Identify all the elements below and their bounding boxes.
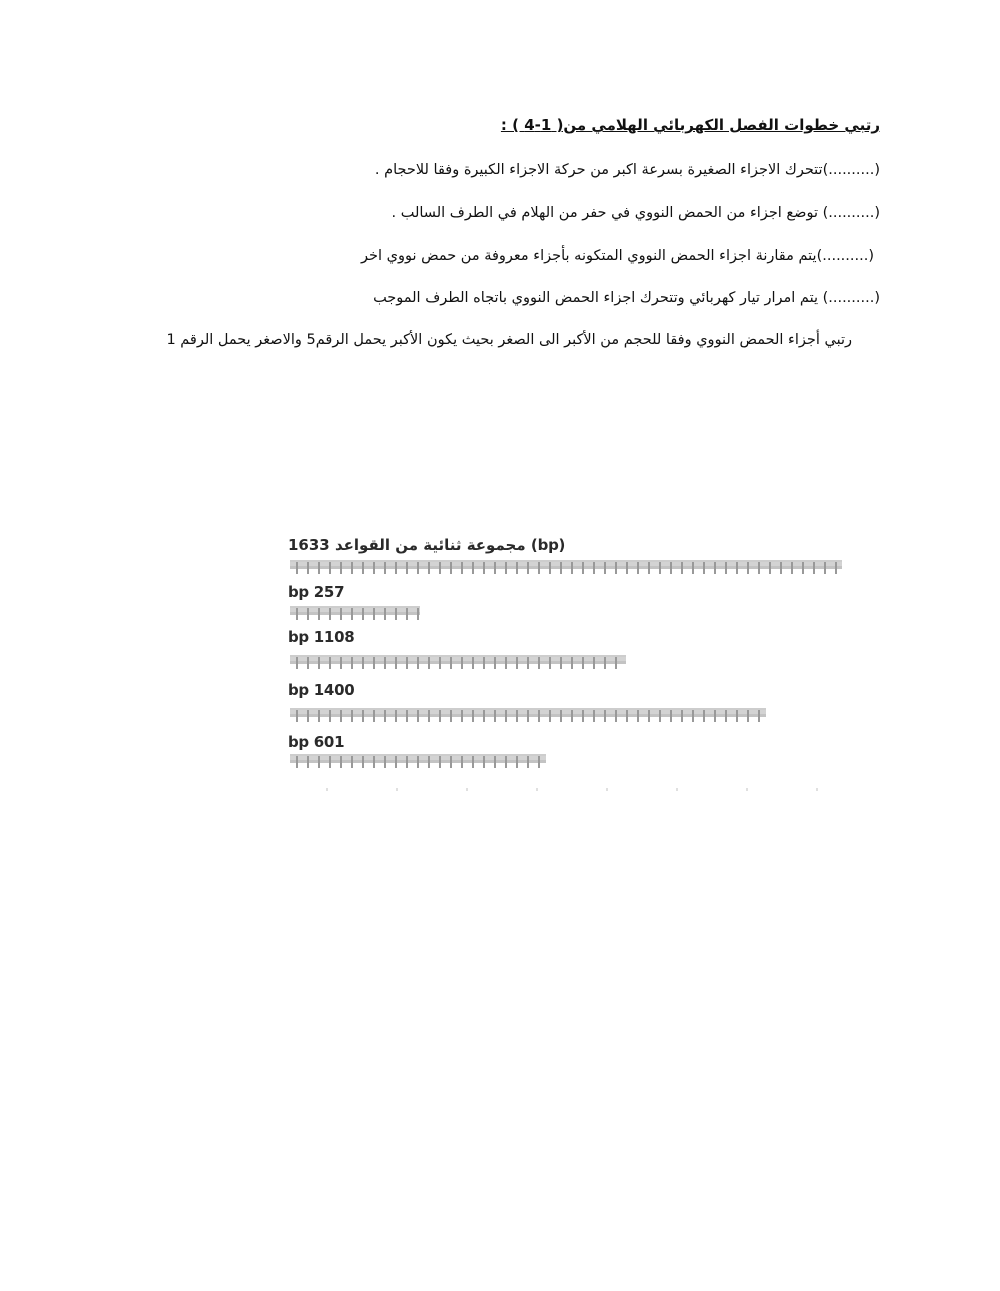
step-item-4 (373, 290, 880, 306)
fragment-bar-601 (290, 754, 546, 768)
fragment-bar-1400 (290, 708, 766, 722)
fragment-bar-1633 (290, 560, 842, 574)
figure-crop-artifact (286, 788, 846, 791)
step-text: يتم مقارنة اجزاء الحمض النووي المتكونه بأجزاء معروفة من حمض نووي اخر (361, 248, 817, 264)
step-text: توضع اجزاء من الحمض النووي في حفر من الهلام في الطرف السالب . (391, 205, 823, 221)
answer-blank[interactable]: (..........) (816, 248, 874, 264)
fragment-label-257: bp 257 (288, 583, 345, 601)
step-text: يتم امرار تيار كهربائي وتتحرك اجزاء الحمض النووي باتجاه الطرف الموجب (373, 290, 823, 306)
ordering-instruction: رتبي أجزاء الحمض النووي وفقا للحجم من الأكبر الى الصغر بحيث يكون الأكبر يحمل الرقم5 والاصغر يحمل الرقم 1 (166, 332, 852, 348)
fragment-label-1400: bp 1400 (288, 681, 355, 699)
step-item-2 (392, 205, 880, 221)
answer-blank[interactable]: (..........) (822, 205, 880, 221)
answer-blank[interactable]: (..........) (822, 162, 880, 178)
answer-blank[interactable]: (..........) (822, 290, 880, 306)
fragment-bar-1108 (290, 655, 626, 669)
fragment-label-1108: bp 1108 (288, 628, 355, 646)
dna-fragments-figure (286, 530, 866, 800)
fragment-bar-257 (290, 606, 420, 620)
fragment-label-1633: 1633 مجموعة ثنائية من القواعد (bp) (288, 536, 566, 554)
worksheet-heading: رتبي خطوات الفصل الكهربائي الهلامي من( 1-4 ) : (500, 116, 880, 134)
step-item-1 (375, 162, 880, 178)
step-item-3 (361, 248, 874, 264)
fragment-label-601: bp 601 (288, 733, 345, 751)
step-text: تتحرك الاجزاء الصغيرة بسرعة اكبر من حركة الاجزاء الكبيرة وفقا للاحجام . (374, 162, 823, 178)
